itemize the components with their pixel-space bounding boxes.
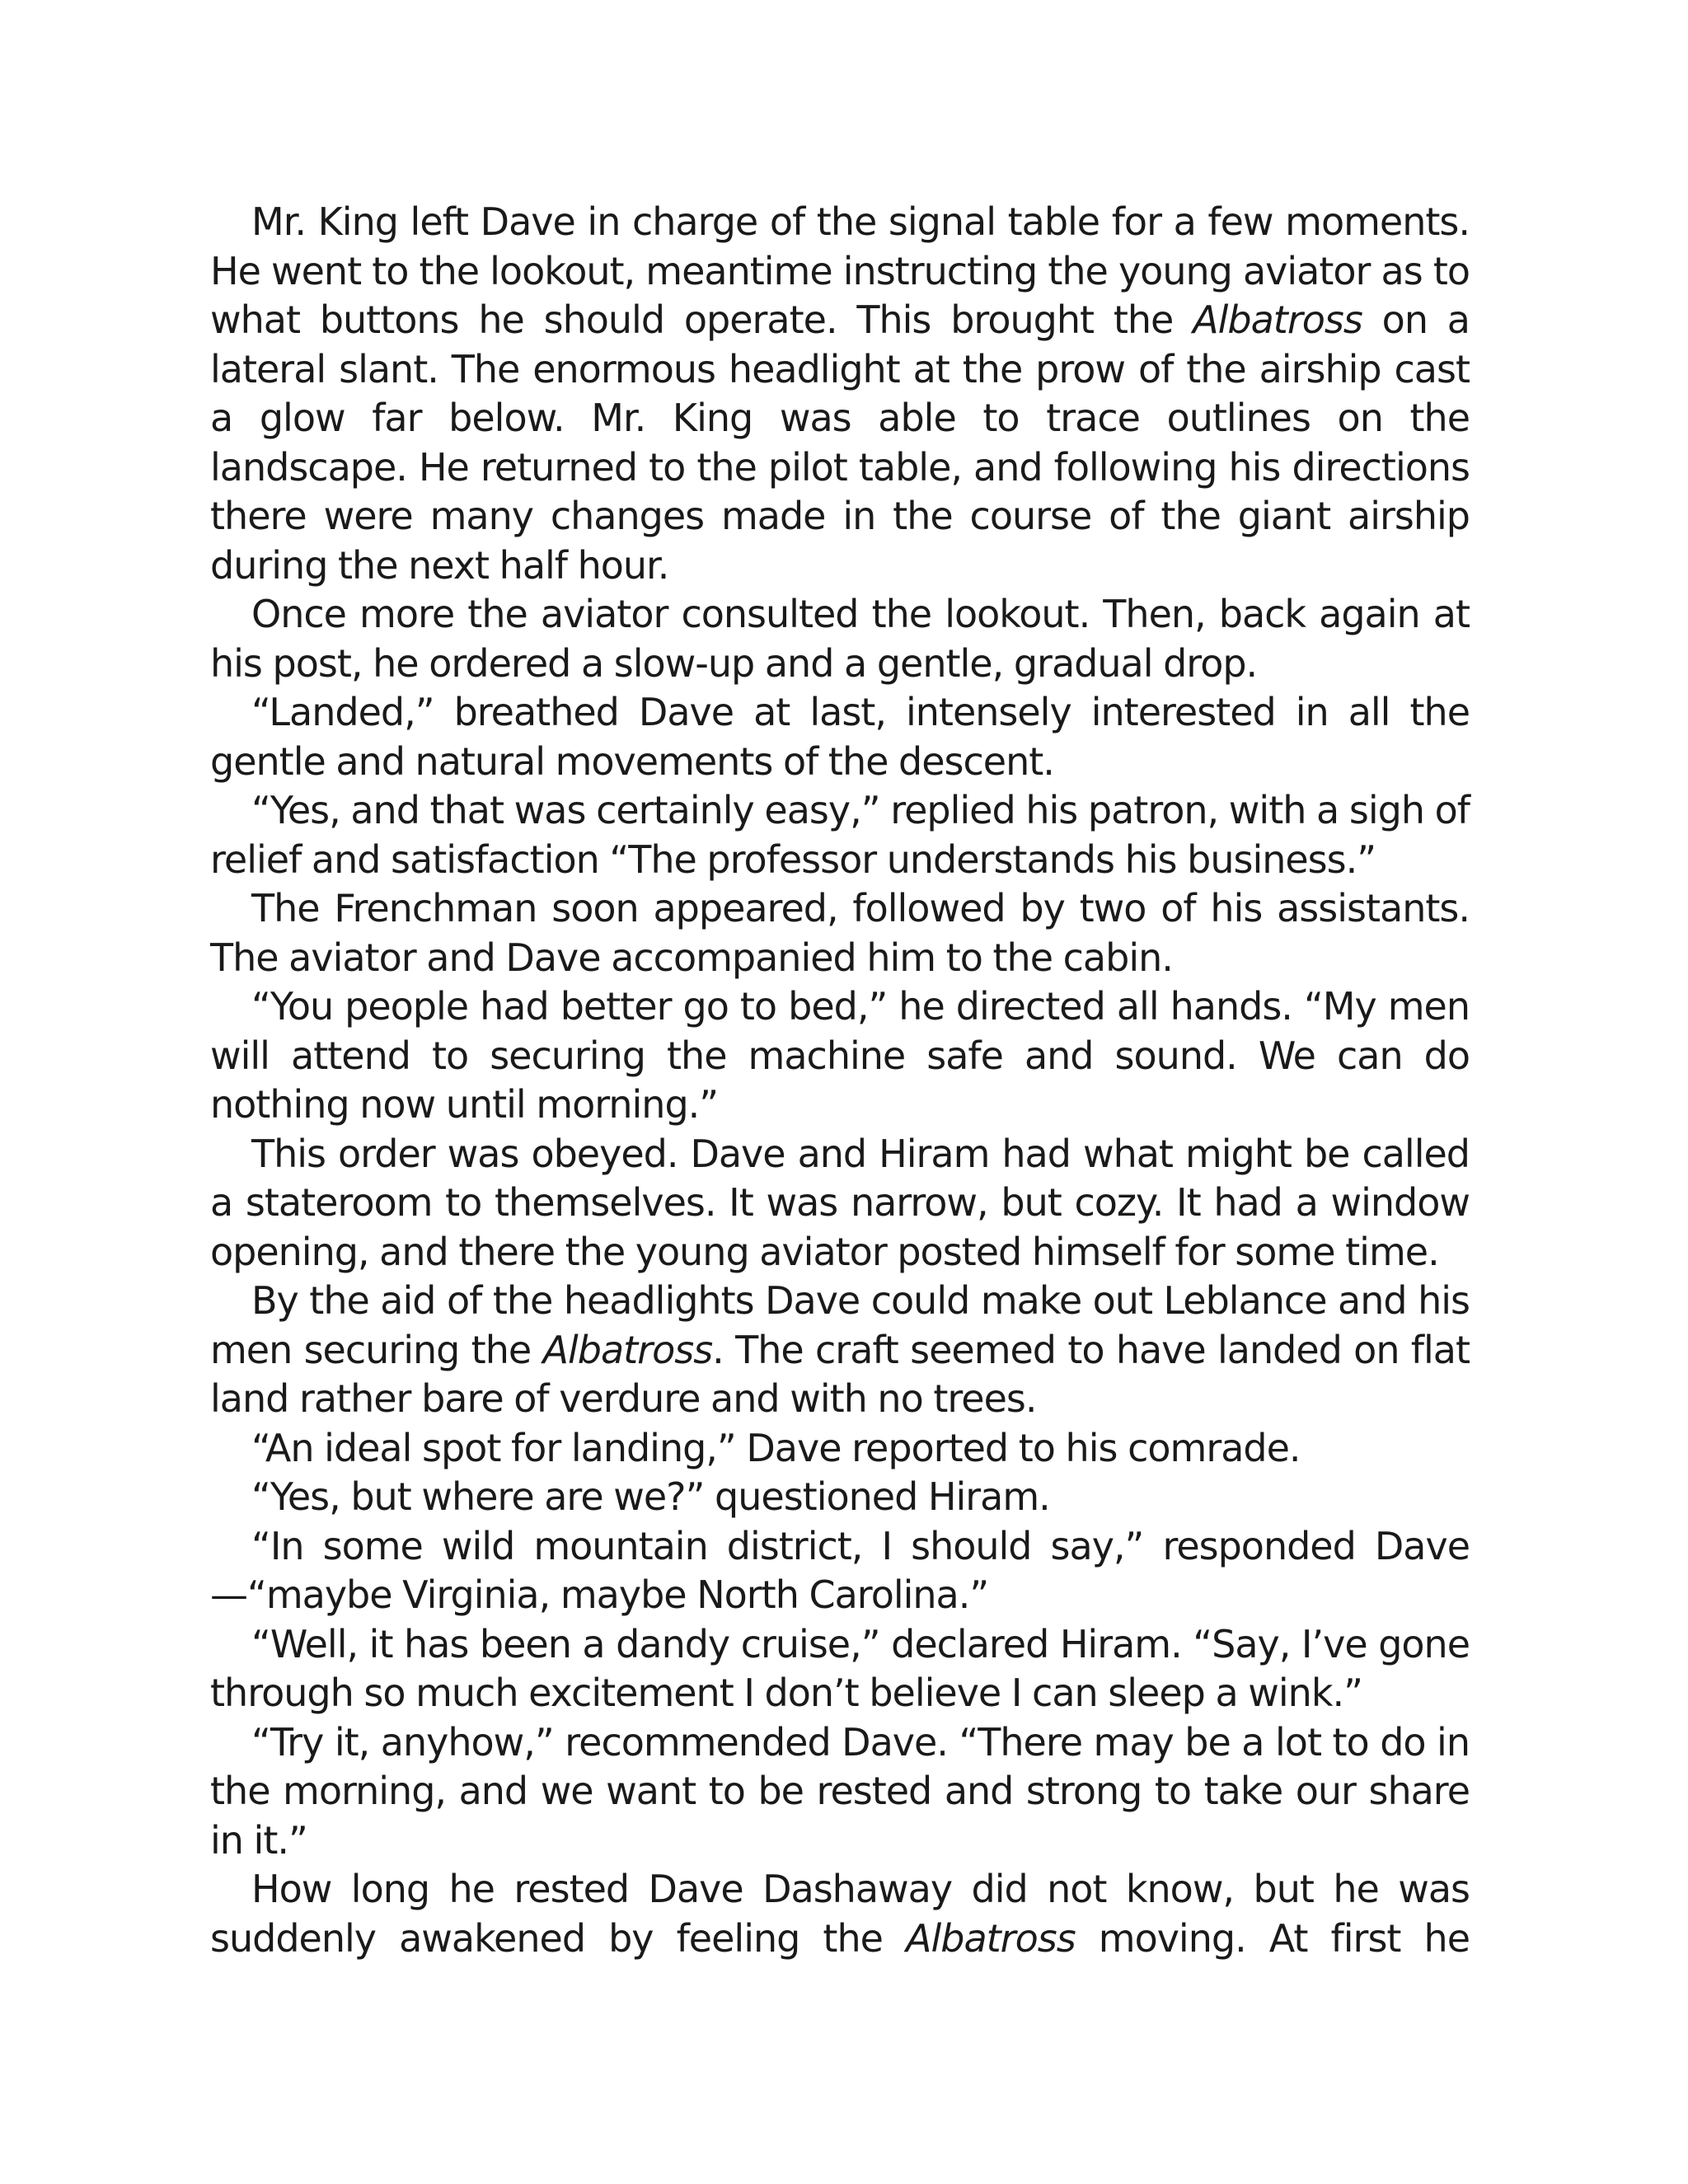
- paragraph: “Yes, and that was certainly easy,” replied his patron, with a sigh of relief and satisfaction “The professor understands his business.”: [210, 788, 1470, 882]
- paragraph: “Yes, but where are we?” questioned Hiram.: [251, 1474, 1050, 1519]
- ship-name: Albatross: [542, 1327, 713, 1372]
- ship-name: Albatross: [906, 1915, 1076, 1961]
- paragraph: Once more the aviator consulted the lookout. Then, back again at his post, he ordered a slow-up and a gentle, gradual drop.: [210, 592, 1470, 686]
- paragraph: “In some wild mountain district, I should say,” responded Dave —“maybe Virginia, maybe North Carolina.”: [210, 1523, 1470, 1617]
- paragraph: By the aid of the headlights Dave could make out Leblance and his men securing the Albatross. The craft seemed to have landed on flat land rather bare of verdure and with no trees.: [210, 1278, 1470, 1421]
- paragraph: “Well, it has been a dandy cruise,” declared Hiram. “Say, I’ve gone through so much excitement I don’t believe I can sleep a wink.”: [210, 1621, 1470, 1715]
- paragraph: Mr. King left Dave in charge of the signal table for a few moments. He went to the lookout, meantime instructing the young aviator as to what buttons he should operate. This brought the Albatross on a lateral slant. The enormous headlight at the prow of the airship cast a glow far below. Mr. King was able to trace outlines on the landscape. He returned to the pilot table, and following his directions there were many changes made in the course of the giant airship during the next half hour.: [210, 199, 1470, 588]
- paragraph: This order was obeyed. Dave and Hiram had what might be called a stateroom to themselves. It was narrow, but cozy. It had a window opening, and there the young aviator posted himself for some time.: [210, 1131, 1470, 1274]
- paragraph: “Landed,” breathed Dave at last, intensely interested in all the gentle and natural movements of the descent.: [210, 690, 1470, 784]
- paragraph: The Frenchman soon appeared, followed by two of his assistants. The aviator and Dave accompanied him to the cabin.: [210, 886, 1470, 980]
- paragraph: “An ideal spot for landing,” Dave reported to his comrade.: [251, 1425, 1301, 1470]
- paragraph: “Try it, anyhow,” recommended Dave. “There may be a lot to do in the morning, and we want to be rested and strong to take our share in it.”: [210, 1719, 1470, 1863]
- paragraph: How long he rested Dave Dashaway did not know, but he was suddenly awakened by feeling the Albatross moving. At first he: [210, 1867, 1470, 1961]
- paragraph: “You people had better go to bed,” he directed all hands. “My men will attend to securing the machine safe and sound. We can do nothing now until morning.”: [210, 984, 1470, 1127]
- book-page: [210, 198, 1470, 1963]
- ship-name: Albatross: [1193, 298, 1362, 342]
